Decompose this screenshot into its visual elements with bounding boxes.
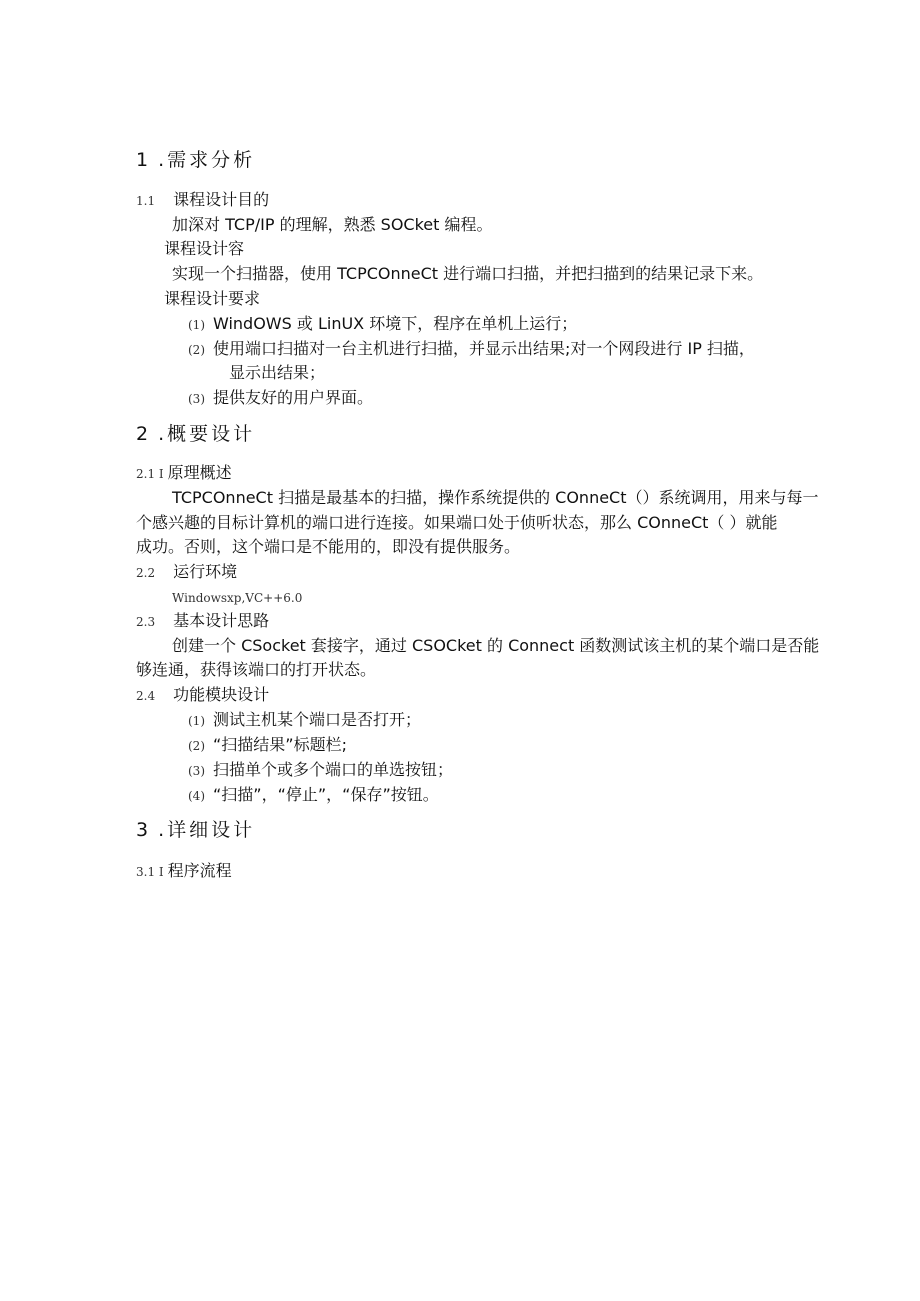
- environment-line: Windowsxp,VC++6.0: [172, 591, 303, 605]
- subsection-2-3-number: 2.3: [136, 615, 156, 629]
- requirement-item-3-number: (3): [188, 392, 205, 406]
- module-item-1-number: (1): [188, 714, 205, 728]
- section-1-title: .需求分析: [158, 149, 256, 171]
- subsection-2-4-number: 2.4: [136, 689, 156, 703]
- section-2-number: 2: [136, 423, 149, 445]
- requirements-heading: 课程设计要求: [164, 289, 261, 308]
- section-3-number: 3: [136, 819, 149, 841]
- module-item-2-number: (2): [188, 739, 205, 753]
- content-paragraph: 实现一个扫描器，使用 TCPCOnneCt 进行端口扫描，并把扫描到的结果记录下来。: [172, 264, 764, 283]
- subsection-2-2-title: 运行环境: [173, 562, 238, 581]
- module-item-3-number: (3): [188, 764, 205, 778]
- requirement-item-2-text: 使用端口扫描对一台主机进行扫描，并显示出结果;对一个网段进行 IP 扫描，: [213, 339, 755, 358]
- requirement-item-3-text: 提供友好的用户界面。: [213, 388, 374, 407]
- subsection-2-3-title: 基本设计思路: [173, 611, 270, 630]
- subsection-1-1-number: 1.1: [136, 194, 156, 208]
- module-item-3-text: 扫描单个或多个端口的单选按钮；: [213, 760, 454, 779]
- requirement-item-1: [188, 314, 577, 335]
- subsection-2-2-number: 2.2: [136, 566, 156, 580]
- subsection-2-4-title: 功能模块设计: [173, 685, 270, 704]
- module-item-4-number: (4): [188, 789, 205, 803]
- requirement-item-2-number: (2): [188, 343, 205, 357]
- subsection-3-1-number: 3.1 I: [136, 865, 164, 879]
- subsection-1-1-heading: [136, 190, 269, 211]
- subsection-1-1-title: 课程设计目的: [173, 190, 270, 209]
- subsection-2-3-heading: [136, 611, 269, 632]
- module-item-4-text: “扫描”，“停止”，“保存”按钮。: [213, 785, 439, 804]
- section-3-heading: [136, 818, 255, 842]
- section-1-heading: [136, 148, 255, 172]
- section-3-title: .详细设计: [158, 819, 256, 841]
- subsection-2-4-heading: [136, 685, 269, 706]
- module-item-2: [188, 735, 347, 756]
- subsection-3-1-title: 程序流程: [167, 861, 232, 880]
- section-2-heading: [136, 422, 255, 446]
- requirement-item-2-continuation: 显示出结果；: [229, 363, 326, 382]
- section-1-number: 1: [136, 149, 149, 171]
- subsection-2-1-number: 2.1 I: [136, 467, 164, 481]
- subsection-2-2-heading: [136, 562, 237, 583]
- module-item-2-text: “扫描结果”标题栏;: [213, 735, 347, 754]
- principle-line-3: 成功。否则，这个端口是不能用的，即没有提供服务。: [136, 537, 521, 556]
- requirement-item-1-number: (1): [188, 318, 205, 332]
- requirement-item-1-text: WindOWS 或 LinUX 环境下，程序在单机上运行；: [213, 314, 578, 333]
- requirement-item-2: [188, 339, 755, 360]
- subsection-3-1-heading: [136, 861, 232, 882]
- subsection-2-1-title: 原理概述: [167, 463, 232, 482]
- content-heading: 课程设计容: [164, 239, 245, 258]
- module-item-1-text: 测试主机某个端口是否打开；: [213, 710, 422, 729]
- design-idea-line-1: 创建一个 CSocket 套接字，通过 CSOCket 的 Connect 函数测试该主机的某个端口是否能: [172, 636, 820, 655]
- purpose-paragraph: 加深对 TCP/IP 的理解，熟悉 SOCket 编程。: [172, 215, 493, 234]
- module-item-3: [188, 760, 453, 781]
- section-2-title: .概要设计: [158, 423, 256, 445]
- principle-line-1: TCPCOnneCt 扫描是最基本的扫描，操作系统提供的 COnneCt（）系统调用，用来与每一: [172, 488, 819, 507]
- principle-line-2: 个感兴趣的目标计算机的端口进行连接。如果端口处于侦听状态，那么 COnneCt（ ）就能: [136, 513, 778, 532]
- subsection-2-1-heading: [136, 463, 232, 484]
- module-item-1: [188, 710, 421, 731]
- design-idea-line-2: 够连通，获得该端口的打开状态。: [136, 660, 377, 679]
- requirement-item-3: [188, 388, 373, 409]
- module-item-4: [188, 785, 439, 806]
